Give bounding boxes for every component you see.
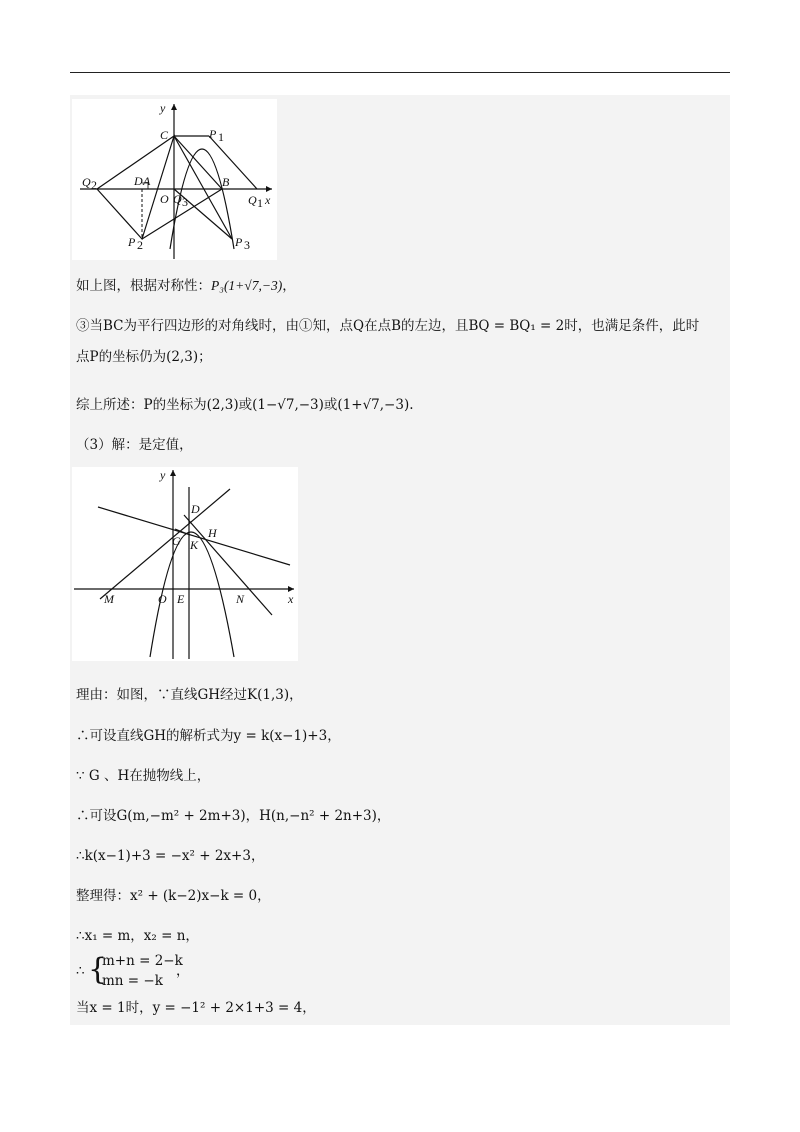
- solution-panel: y x C P 1 Q 2 D A B O Q 3 Q 1 P 2 P 3 如上图，根据对称性：P₃(1+√7,−3)， ③当BC为平行四边形的对角线时，由①知，点Q在点B的左边，且BQ = BQ₁ = 2时，也满足条件，此时 点P的坐标仍为(2,3)； 综上所述：P的坐标为(2,3)或(1−√7,−3)或(1+√7,−3). （3）解：是定值， y x D H G K M O E N 理由：如图，∵直线GH经过K(1,3)， ∴可设直线GH的解析式为y = k(x−1)+3， ∵ G 、H在抛物线上， ∴可设G(m,−m² + 2m+3)，H(n,−n² + 2n+3)， ∴k(x−1)+3 = −x² + 2x+3， 整理得：x² + (k−2)x−k = 0， ∴x₁ = m，x₂ = n， ∴ { m+n = 2−k mn = −k ， 当x = 1时，y = −1² + 2×1+3 = 4，: [70, 95, 730, 1025]
- label-P2: P: [128, 235, 136, 249]
- label-M: M: [104, 592, 114, 606]
- text-line-6: 理由：如图，∵直线GH经过K(1,3)，: [76, 687, 303, 703]
- label-Q3: Q: [173, 192, 182, 206]
- header-rule: [70, 72, 730, 73]
- label-N: N: [236, 592, 245, 606]
- label-y: y: [160, 468, 166, 482]
- line-DN: [184, 515, 272, 615]
- system-eq-2: mn = −k: [102, 973, 163, 989]
- text-line-2: ③当BC为平行四边形的对角线时，由①知，点Q在点B的左边，且BQ = BQ₁ = 2时，也满足条件，此时: [76, 318, 700, 334]
- label-P3-sub: 3: [244, 238, 250, 252]
- text-line-8: ∵ G 、H在抛物线上，: [76, 768, 211, 784]
- text-line-3: 点P的坐标仍为(2,3)；: [76, 349, 212, 365]
- label-Q2: Q: [82, 175, 91, 189]
- text-line-14: 当x = 1时，y = −1² + 2×1+3 = 4，: [76, 1000, 316, 1016]
- label-Q3-sub: 3: [182, 195, 188, 209]
- text-line-1: [76, 276, 296, 296]
- system-eq-1: m+n = 2−k: [102, 953, 183, 969]
- figure-lines-parabola: [72, 467, 298, 661]
- label-B: B: [222, 175, 230, 189]
- label-H: H: [208, 526, 217, 540]
- label-P3: P: [235, 235, 243, 249]
- label-G: G: [172, 534, 181, 548]
- label-P1: P: [209, 127, 217, 141]
- x-axis-arrow-icon: [266, 186, 272, 192]
- brace-icon: {: [88, 952, 108, 987]
- label-y: y: [160, 101, 166, 115]
- y-axis-arrow-icon: [170, 470, 176, 476]
- text-line-7: ∴可设直线GH的解析式为y = k(x−1)+3，: [76, 728, 341, 744]
- label-P2-sub: 2: [137, 238, 143, 252]
- figure2-svg: [72, 467, 298, 661]
- label-P1-sub: 1: [218, 130, 224, 144]
- text-line-5: （3）解：是定值，: [76, 437, 193, 453]
- line1-end: ，: [282, 278, 296, 294]
- label-C: C: [160, 128, 169, 142]
- segment-P1Q1: [209, 136, 257, 189]
- line1-text: 如上图，根据对称性：: [76, 278, 211, 294]
- label-K: K: [190, 538, 199, 552]
- segment-CB: [174, 136, 222, 189]
- text-line-10: ∴k(x−1)+3 = −x² + 2x+3，: [76, 848, 265, 864]
- system-end: ，: [176, 963, 190, 979]
- label-D: D: [134, 174, 143, 188]
- label-Q1-sub: 1: [257, 196, 263, 210]
- y-axis-arrow-icon: [171, 104, 177, 110]
- label-x: x: [288, 592, 294, 606]
- label-E: E: [177, 592, 185, 606]
- label-O: O: [158, 592, 167, 606]
- label-Q2-sub: 2: [91, 178, 97, 192]
- label-Q1: Q: [248, 193, 257, 207]
- text-line-9: ∴可设G(m,−m² + 2m+3)，H(n,−n² + 2n+3)，: [76, 808, 391, 824]
- text-line-11: 整理得：x² + (k−2)x−k = 0，: [76, 888, 271, 904]
- label-x: x: [265, 193, 271, 207]
- figure1-svg: [72, 99, 277, 260]
- label-O: O: [160, 192, 169, 206]
- figure-parallelogram: [72, 99, 277, 260]
- label-D: D: [191, 502, 200, 516]
- line1-math: P₃(1+√7,−3): [211, 278, 283, 293]
- text-line-4: 综上所述：P的坐标为(2,3)或(1−√7,−3)或(1+√7,−3).: [76, 397, 414, 413]
- text-line-12: ∴x₁ = m，x₂ = n，: [76, 928, 199, 944]
- label-A: A: [143, 174, 151, 188]
